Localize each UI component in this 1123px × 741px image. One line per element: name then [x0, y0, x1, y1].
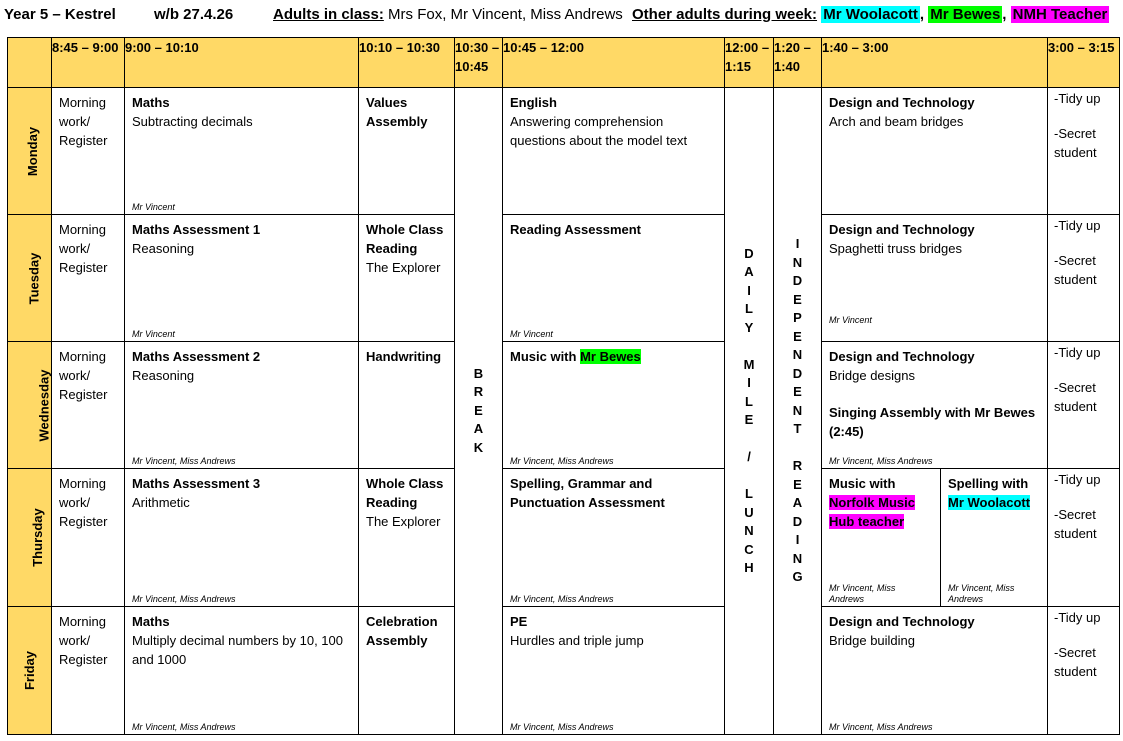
lesson-cell: Values Assembly — [359, 88, 455, 215]
break-column: B R E A K — [455, 88, 503, 735]
end-of-day-cell: -Tidy up -Secret student — [1048, 88, 1120, 215]
other-adult-bewes: Mr Bewes — [930, 6, 1001, 23]
lesson-cell: Reading Assessment Mr Vincent — [503, 215, 725, 342]
day-label: Thursday — [8, 469, 52, 607]
time-slot: 3:00 – 3:15 — [1048, 38, 1120, 88]
lesson-cell: Whole Class Reading The Explorer — [359, 469, 455, 607]
end-of-day-cell: -Tidy up -Secret student — [1048, 215, 1120, 342]
time-slot: 1:20 – 1:40 — [774, 38, 822, 88]
time-slot: 1:40 – 3:00 — [822, 38, 1048, 88]
lesson-cell: Spelling with Mr Woolacott Mr Vincent, Miss Andrews — [941, 469, 1048, 607]
lesson-cell: Maths Subtracting decimals Mr Vincent — [125, 88, 359, 215]
day-label: Tuesday — [8, 215, 52, 342]
morning-cell: Morning work/ Register — [52, 88, 125, 215]
day-row-tuesday — [8, 215, 1120, 342]
lesson-cell: Celebration Assembly — [359, 607, 455, 735]
morning-cell: Morning work/ Register — [52, 342, 125, 469]
day-label: Friday — [8, 607, 52, 735]
lesson-cell: PE Hurdles and triple jump Mr Vincent, Miss Andrews — [503, 607, 725, 735]
morning-cell: Morning work/ Register — [52, 469, 125, 607]
highlight-mr-woolacott: Mr Woolacott — [948, 495, 1031, 510]
adults-in-class: Adults in class: Mrs Fox, Mr Vincent, Miss Andrews — [273, 6, 623, 23]
week-label: w/b 27.4.26 — [154, 6, 234, 23]
time-slot: 9:00 – 10:10 — [125, 38, 359, 88]
day-row-wednesday — [8, 342, 1120, 469]
morning-cell: Morning work/ Register — [52, 607, 125, 735]
lesson-cell: Design and Technology Bridge building Mr Vincent, Miss Andrews — [822, 607, 1048, 735]
lesson-cell: Design and Technology Bridge designs Singing Assembly with Mr Bewes (2:45) Mr Vincent, Miss Andrews — [822, 342, 1048, 469]
end-of-day-cell: -Tidy up -Secret student — [1048, 342, 1120, 469]
time-header-row — [8, 38, 1120, 88]
time-slot: 12:00 – 1:15 — [725, 38, 774, 88]
day-row-thursday — [8, 469, 1120, 607]
day-row-friday — [8, 607, 1120, 735]
other-adult-woolacott: Mr Woolacott — [823, 6, 918, 23]
lesson-cell: Music with Norfolk Music Hub teacher Mr Vincent, Miss Andrews — [822, 469, 941, 607]
daily-mile-lunch-column: D A I L Y M I L E / L U N C H — [725, 88, 774, 735]
independent-reading-column: I N D E P E N D E N T R E A D I N G — [774, 88, 822, 735]
other-adult-nmh: NMH Teacher — [1012, 6, 1108, 23]
day-label: Wednesday — [8, 342, 52, 469]
lesson-cell: Music with Mr Bewes Mr Vincent, Miss Andrews — [503, 342, 725, 469]
other-adults: Other adults during week: Mr Woolacott , Mr Bewes , NMH Teacher — [632, 6, 1108, 23]
lesson-cell: Spelling, Grammar and Punctuation Assessment Mr Vincent, Miss Andrews — [503, 469, 725, 607]
time-slot: 10:10 – 10:30 — [359, 38, 455, 88]
day-row-monday — [8, 88, 1120, 215]
lesson-cell: Maths Assessment 1 Reasoning Mr Vincent — [125, 215, 359, 342]
highlight-norfolk-music-hub: Norfolk Music Hub teacher — [829, 495, 915, 529]
lesson-cell: Whole Class Reading The Explorer — [359, 215, 455, 342]
lesson-cell: Maths Multiply decimal numbers by 10, 100 and 1000 Mr Vincent, Miss Andrews — [125, 607, 359, 735]
time-slot: 8:45 – 9:00 — [52, 38, 125, 88]
lesson-cell: Handwriting — [359, 342, 455, 469]
lesson-cell: Maths Assessment 3 Arithmetic Mr Vincent, Miss Andrews — [125, 469, 359, 607]
morning-cell: Morning work/ Register — [52, 215, 125, 342]
lesson-cell: Design and Technology Arch and beam bridges — [822, 88, 1048, 215]
highlight-mr-bewes: Mr Bewes — [580, 349, 641, 364]
time-slot: 10:45 – 12:00 — [503, 38, 725, 88]
day-label: Monday — [8, 88, 52, 215]
time-slot: 10:30 – 10:45 — [455, 38, 503, 88]
class-name: Year 5 – Kestrel — [4, 6, 116, 23]
corner-cell — [8, 38, 52, 88]
end-of-day-cell: -Tidy up -Secret student — [1048, 469, 1120, 607]
lesson-cell: Maths Assessment 2 Reasoning Mr Vincent, Miss Andrews — [125, 342, 359, 469]
lesson-cell: Design and Technology Spaghetti truss bridges Mr Vincent — [822, 215, 1048, 342]
timetable — [7, 37, 1120, 735]
end-of-day-cell: -Tidy up -Secret student — [1048, 607, 1120, 735]
lesson-cell: English Answering comprehension questions about the model text — [503, 88, 725, 215]
